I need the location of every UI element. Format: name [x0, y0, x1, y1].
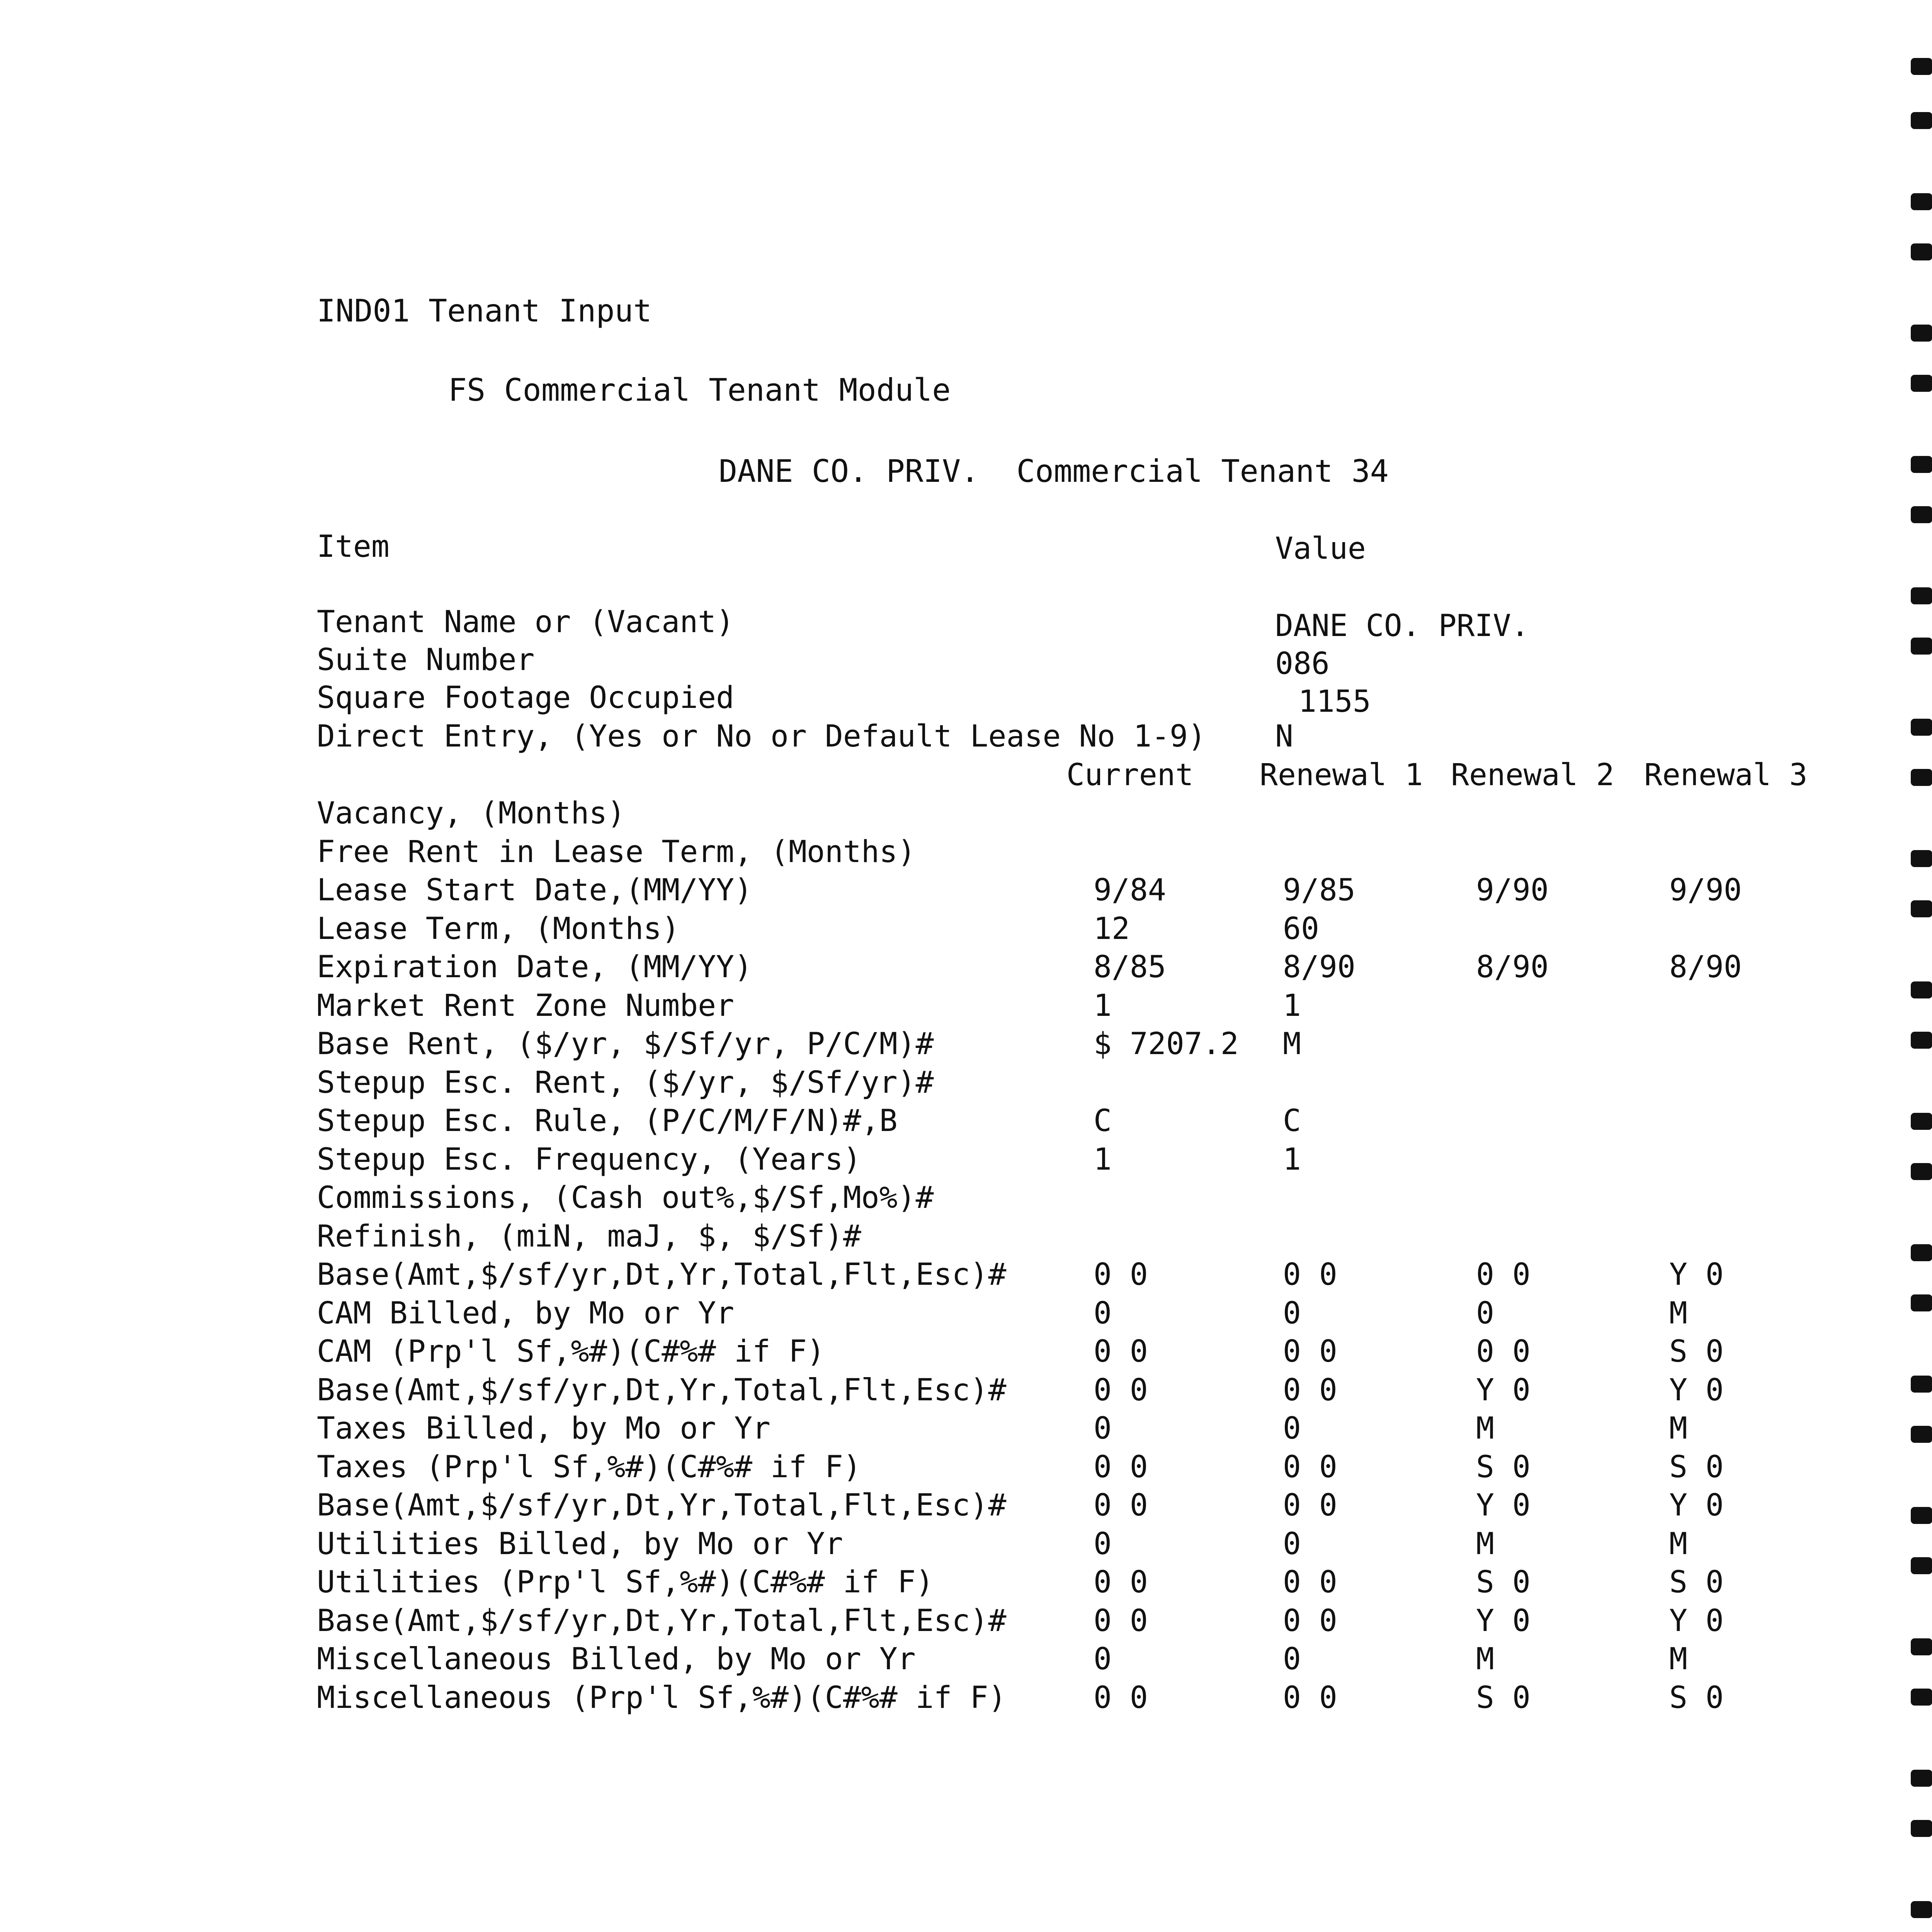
row-cell-renewal-1: 0 — [1283, 1411, 1301, 1446]
row-label: CAM Billed, by Mo or Yr — [317, 1296, 735, 1331]
row-cell-renewal-1: 8/90 — [1283, 950, 1355, 985]
row-cell-current: C — [1094, 1104, 1112, 1138]
binder-hole — [1911, 719, 1932, 736]
row-cell-renewal-1: 0 0 — [1283, 1373, 1337, 1408]
row-cell-renewal-3: M — [1669, 1296, 1687, 1331]
table-row — [0, 1025, 1932, 1063]
table-row — [0, 833, 1932, 871]
row-label: Utilities (Prp'l Sf,%#)(C#%# if F) — [317, 1565, 934, 1600]
row-label: Stepup Esc. Rule, (P/C/M/F/N)#,B — [317, 1104, 898, 1138]
row-cell-renewal-3: 8/90 — [1669, 950, 1742, 985]
binder-holes — [1903, 0, 1932, 1932]
row-cell-renewal-3: M — [1669, 1527, 1687, 1561]
item-column-header: Item — [317, 529, 389, 564]
row-label: Lease Term, (Months) — [317, 912, 680, 946]
row-cell-renewal-3: S 0 — [1669, 1334, 1724, 1369]
row-cell-renewal-3: M — [1669, 1411, 1687, 1446]
row-cell-renewal-3: S 0 — [1669, 1450, 1724, 1485]
table-row — [0, 948, 1932, 986]
row-cell-renewal-1: 0 0 — [1283, 1565, 1337, 1600]
row-cell-renewal-1: 0 0 — [1283, 1450, 1337, 1485]
row-cell-current: 0 0 — [1094, 1334, 1148, 1369]
row-label: Vacancy, (Months) — [317, 796, 626, 831]
row-cell-renewal-3: S 0 — [1669, 1565, 1724, 1600]
row-cell-renewal-1: 1 — [1283, 988, 1301, 1023]
field-label: Tenant Name or (Vacant) — [317, 605, 735, 639]
row-cell-renewal-3: Y 0 — [1669, 1373, 1724, 1408]
row-cell-renewal-2: Y 0 — [1476, 1604, 1531, 1638]
row-cell-renewal-1: 1 — [1283, 1142, 1301, 1177]
row-cell-renewal-2: 0 — [1476, 1296, 1494, 1331]
binder-hole — [1911, 1294, 1932, 1311]
row-cell-renewal-3: 9/90 — [1669, 873, 1742, 908]
row-cell-renewal-2: Y 0 — [1476, 1373, 1531, 1408]
table-row — [0, 1102, 1932, 1140]
row-cell-current: 1 — [1094, 1142, 1112, 1177]
module-subtitle: FS Commercial Tenant Module — [448, 372, 951, 408]
row-cell-current: 0 0 — [1094, 1565, 1148, 1600]
row-label: Base(Amt,$/sf/yr,Dt,Yr,Total,Flt,Esc)# — [317, 1257, 1007, 1292]
row-label: Expiration Date, (MM/YY) — [317, 950, 753, 985]
row-cell-renewal-2: M — [1476, 1642, 1494, 1677]
row-cell-renewal-2: S 0 — [1476, 1680, 1531, 1715]
table-row — [0, 910, 1932, 948]
row-label: CAM (Prp'l Sf,%#)(C#%# if F) — [317, 1334, 825, 1369]
table-row — [0, 794, 1932, 833]
row-cell-renewal-1: 0 — [1283, 1296, 1301, 1331]
field-label: Direct Entry, (Yes or No or Default Lease No 1-9) — [317, 719, 1206, 754]
row-cell-renewal-1: 0 — [1283, 1642, 1301, 1677]
field-value: 086 — [1275, 646, 1330, 681]
table-row — [0, 986, 1932, 1025]
row-cell-renewal-2: 0 0 — [1476, 1334, 1531, 1369]
binder-hole — [1911, 375, 1932, 392]
binder-hole — [1911, 506, 1932, 523]
binder-hole — [1911, 1426, 1932, 1443]
row-cell-renewal-1: M — [1283, 1027, 1301, 1061]
binder-hole — [1911, 850, 1932, 867]
binder-hole — [1911, 900, 1932, 917]
module-id: IND01 Tenant Input — [317, 293, 652, 329]
row-cell-renewal-1: 0 0 — [1283, 1604, 1337, 1638]
field-label: Suite Number — [317, 643, 535, 677]
row-label: Base(Amt,$/sf/yr,Dt,Yr,Total,Flt,Esc)# — [317, 1373, 1007, 1408]
row-cell-current: 0 — [1094, 1527, 1112, 1561]
row-cell-current: 0 0 — [1094, 1680, 1148, 1715]
binder-hole — [1911, 981, 1932, 998]
row-cell-renewal-1: 9/85 — [1283, 873, 1355, 908]
binder-hole — [1911, 1376, 1932, 1393]
row-label: Taxes Billed, by Mo or Yr — [317, 1411, 770, 1446]
row-label: Stepup Esc. Rent, ($/yr, $/Sf/yr)# — [317, 1065, 934, 1100]
table-row — [0, 1217, 1932, 1256]
row-label: Lease Start Date,(MM/YY) — [317, 873, 753, 908]
row-label: Base Rent, ($/yr, $/Sf/yr, P/C/M)# — [317, 1027, 934, 1061]
row-label: Stepup Esc. Frequency, (Years) — [317, 1142, 861, 1177]
row-cell-renewal-1: 0 0 — [1283, 1680, 1337, 1715]
row-label: Free Rent in Lease Term, (Months) — [317, 835, 916, 869]
field-value: DANE CO. PRIV. — [1275, 609, 1529, 643]
row-label: Base(Amt,$/sf/yr,Dt,Yr,Total,Flt,Esc)# — [317, 1604, 1007, 1638]
table-row — [0, 1409, 1932, 1448]
binder-hole — [1911, 769, 1932, 786]
binder-hole — [1911, 112, 1932, 129]
row-label: Market Rent Zone Number — [317, 988, 735, 1023]
field-label: Square Footage Occupied — [317, 680, 735, 715]
column-header-renewal-3: Renewal 3 — [1644, 758, 1808, 793]
table-row — [0, 1294, 1932, 1333]
table-row — [0, 1332, 1932, 1371]
binder-hole — [1911, 193, 1932, 210]
table-row — [0, 1371, 1932, 1410]
binder-hole — [1911, 1901, 1932, 1918]
binder-hole — [1911, 1820, 1932, 1837]
row-cell-renewal-1: 0 0 — [1283, 1257, 1337, 1292]
row-label: Refinish, (miN, maJ, $, $/Sf)# — [317, 1219, 861, 1254]
row-cell-renewal-3: Y 0 — [1669, 1257, 1724, 1292]
row-cell-renewal-3: M — [1669, 1642, 1687, 1677]
column-header-renewal-2: Renewal 2 — [1451, 758, 1614, 793]
row-cell-current: 9/84 — [1094, 873, 1166, 908]
column-header-current: Current — [1066, 758, 1194, 793]
field-value: N — [1275, 719, 1293, 754]
row-cell-current: 0 — [1094, 1642, 1112, 1677]
column-header-renewal-1: Renewal 1 — [1260, 758, 1423, 793]
binder-hole — [1911, 58, 1932, 75]
table-row — [0, 1063, 1932, 1102]
row-cell-renewal-1: 0 0 — [1283, 1334, 1337, 1369]
row-cell-renewal-1: 0 0 — [1283, 1488, 1337, 1523]
binder-hole — [1911, 1689, 1932, 1706]
row-cell-renewal-3: S 0 — [1669, 1680, 1724, 1715]
row-cell-renewal-2: 0 0 — [1476, 1257, 1531, 1292]
row-label: Base(Amt,$/sf/yr,Dt,Yr,Total,Flt,Esc)# — [317, 1488, 1007, 1523]
binder-hole — [1911, 1638, 1932, 1655]
row-cell-current: 0 0 — [1094, 1450, 1148, 1485]
binder-hole — [1911, 1113, 1932, 1130]
row-cell-current: 0 0 — [1094, 1373, 1148, 1408]
row-cell-renewal-2: 8/90 — [1476, 950, 1549, 985]
table-row — [0, 1140, 1932, 1179]
row-label: Commissions, (Cash out%,$/Sf,Mo%)# — [317, 1180, 934, 1215]
table-row — [0, 1640, 1932, 1679]
row-cell-renewal-2: Y 0 — [1476, 1488, 1531, 1523]
row-cell-current: 0 — [1094, 1296, 1112, 1331]
binder-hole — [1911, 1507, 1932, 1524]
row-cell-current: 0 0 — [1094, 1257, 1148, 1292]
binder-hole — [1911, 1163, 1932, 1180]
row-cell-current: 0 0 — [1094, 1604, 1148, 1638]
row-cell-renewal-2: S 0 — [1476, 1450, 1531, 1485]
table-row — [0, 1679, 1932, 1717]
row-cell-current: 12 — [1094, 912, 1130, 946]
row-cell-current: 0 0 — [1094, 1488, 1148, 1523]
row-label: Miscellaneous (Prp'l Sf,%#)(C#%# if F) — [317, 1680, 1007, 1715]
value-column-header: Value — [1275, 531, 1366, 566]
binder-hole — [1911, 638, 1932, 655]
table-row — [0, 1525, 1932, 1563]
table-row — [0, 871, 1932, 910]
binder-hole — [1911, 1770, 1932, 1787]
row-cell-current: 8/85 — [1094, 950, 1166, 985]
binder-hole — [1911, 1244, 1932, 1261]
table-row — [0, 1179, 1932, 1217]
tenant-heading: DANE CO. PRIV. Commercial Tenant 34 — [719, 453, 1389, 489]
row-cell-renewal-3: Y 0 — [1669, 1488, 1724, 1523]
row-cell-renewal-2: 9/90 — [1476, 873, 1549, 908]
table-row — [0, 1486, 1932, 1525]
row-cell-renewal-2: S 0 — [1476, 1565, 1531, 1600]
row-cell-renewal-2: M — [1476, 1527, 1494, 1561]
row-label: Taxes (Prp'l Sf,%#)(C#%# if F) — [317, 1450, 861, 1485]
row-cell-renewal-1: 60 — [1283, 912, 1319, 946]
field-value: 1155 — [1298, 684, 1371, 719]
row-cell-renewal-1: C — [1283, 1104, 1301, 1138]
row-label: Miscellaneous Billed, by Mo or Yr — [317, 1642, 916, 1677]
row-cell-renewal-1: 0 — [1283, 1527, 1301, 1561]
binder-hole — [1911, 325, 1932, 342]
binder-hole — [1911, 243, 1932, 260]
table-row — [0, 1255, 1932, 1294]
table-row — [0, 1448, 1932, 1486]
row-cell-current: $ 7207.2 — [1094, 1027, 1239, 1061]
binder-hole — [1911, 456, 1932, 473]
binder-hole — [1911, 1032, 1932, 1049]
row-cell-current: 1 — [1094, 988, 1112, 1023]
binder-hole — [1911, 587, 1932, 604]
row-cell-renewal-3: Y 0 — [1669, 1604, 1724, 1638]
row-cell-current: 0 — [1094, 1411, 1112, 1446]
row-cell-renewal-2: M — [1476, 1411, 1494, 1446]
table-row — [0, 1563, 1932, 1602]
binder-hole — [1911, 1557, 1932, 1574]
row-label: Utilities Billed, by Mo or Yr — [317, 1527, 843, 1561]
table-row — [0, 1602, 1932, 1640]
